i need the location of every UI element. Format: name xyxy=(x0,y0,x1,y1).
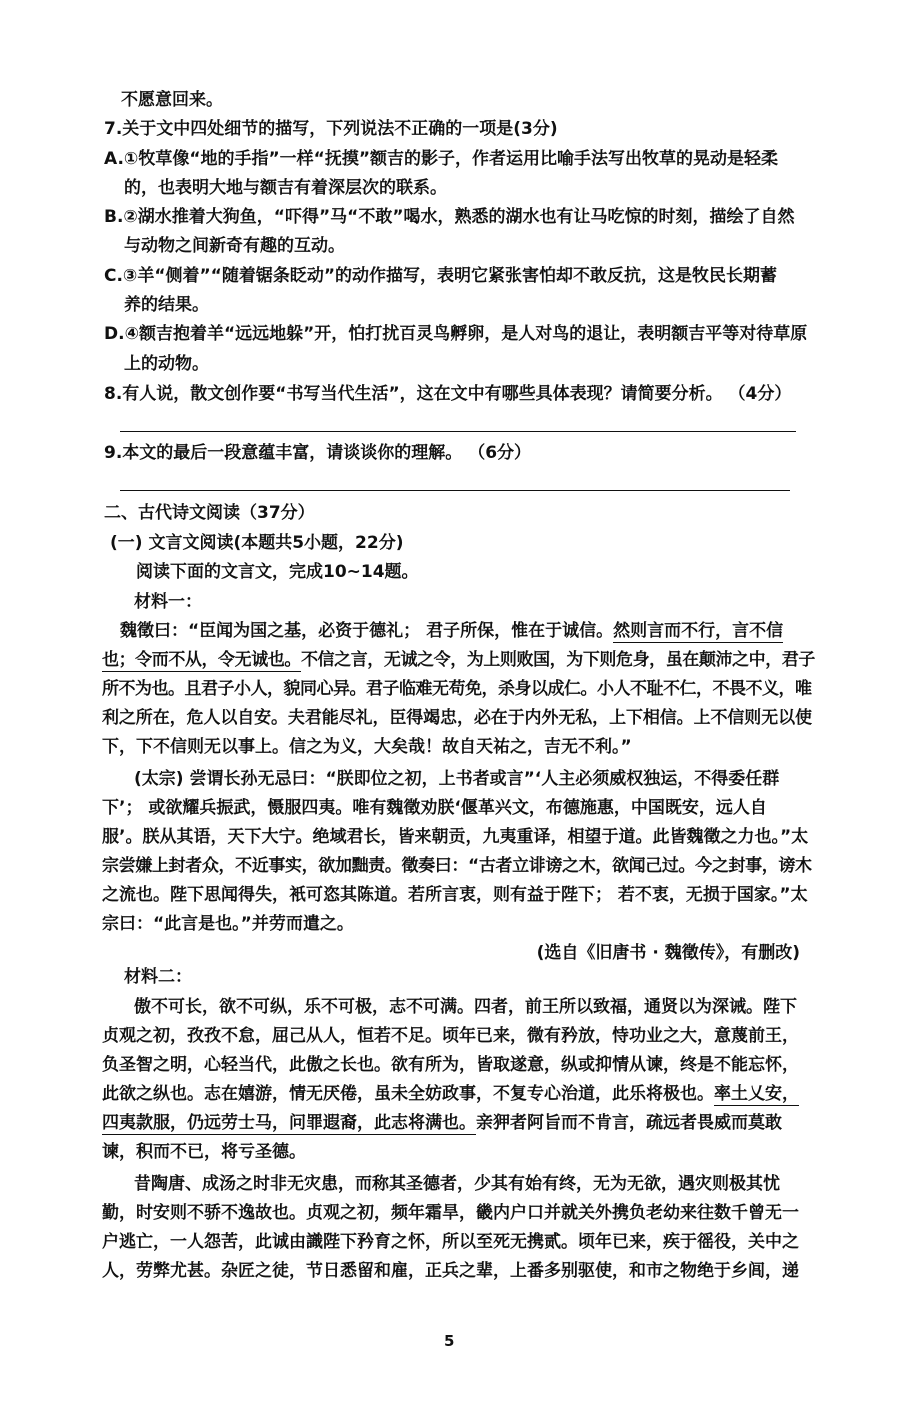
m1-p2-line4: 宗尝嫌上封者众，不近事实，欲加黜责。徵奏曰：“古者立诽谤之木，欲闻己过。今之封事，谤木 xyxy=(102,856,812,876)
q7-option-c-line1: C.③羊“侧着”“随着锯条眨动”的动作描写，表明它紧张害怕却不敢反抗，这是牧民长期蓄 xyxy=(104,266,778,286)
m1-line4: 利之所在，危人以自安。夫君能尽礼，臣得竭忠，必在于内外无私，上下相信。上不信则无以使 xyxy=(102,708,812,728)
m1-underlined-sentence-part2: 也；令而不从，令无诚也。 xyxy=(102,650,301,670)
m1-line5: 下，下不信则无以事上。信之为义，大矣哉！故自天祐之，吉无不利。” xyxy=(102,737,632,757)
q7-stem: 7.关于文中四处细节的描写，下列说法不正确的一项是(3分) xyxy=(104,119,558,139)
q7-option-b-line2: 与动物之间新奇有趣的互动。 xyxy=(124,236,345,256)
m2-line4-text: 此欲之纵也。志在嬉游，情无厌倦，虽未全妨政事，不复专心治道，此乐将极也。 xyxy=(102,1084,714,1104)
q7-option-a-line1: A.①牧草像“地的手指”一样“抚摸”额吉的影子，作者运用比喻手法写出牧草的晃动是轻柔 xyxy=(104,149,779,169)
q9-question: 9.本文的最后一段意蕴丰富，请谈谈你的理解。 （6分） xyxy=(104,443,532,463)
m2-line1: 傲不可长，欲不可纵，乐不可极，志不可满。四者，前王所以致福，通贤以为深诫。陛下 xyxy=(134,997,797,1017)
m2-line6: 谏，积而不已，将亏圣德。 xyxy=(102,1142,306,1162)
section2-instruction: 阅读下面的文言文，完成10~14题。 xyxy=(136,562,419,582)
m1-line2 xyxy=(102,649,815,671)
q7-option-d-line1: D.④额吉抱着羊“远远地躲”开，怕打扰百灵鸟孵卵，是人对鸟的退让，表明额吉平等对待草原 xyxy=(104,324,808,344)
m1-p2-line1: (太宗) 尝谓长孙无忌曰：“朕即位之初，上书者或言”‘人主必须威权独运，不得委任群 xyxy=(134,769,780,789)
m2-line5-text: 亲狎者阿旨而不肯言，疏远者畏威而莫敢 xyxy=(476,1113,782,1133)
material2-title: 材料二： xyxy=(124,967,192,987)
m2-line4 xyxy=(102,1083,799,1105)
q7-option-b-line1: B.②湖水推着大狗鱼，“吓得”马“不敢”喝水，熟悉的湖水也有让马吃惊的时刻，描绘了自然 xyxy=(104,207,795,227)
m1-p2-line3: 服’。朕从其语，天下大宁。绝域君长，皆来朝贡，九夷重译，相望于道。此皆魏徵之力也。”太 xyxy=(102,827,809,847)
material1-title: 材料一： xyxy=(134,592,202,612)
q8-answer-line[interactable] xyxy=(120,431,796,432)
m1-line1 xyxy=(120,620,783,642)
q8-question: 8.有人说，散文创作要“书写当代生活”，这在文中有哪些具体表现？请简要分析。 （4分） xyxy=(104,384,792,404)
m2-p2-line1: 昔陶唐、成汤之时非无灾患，而称其圣德者，少其有始有终，无为无欲，遇灾则极其忧 xyxy=(134,1174,780,1194)
page-number: 5 xyxy=(444,1332,455,1350)
m1-p2-line6: 宗曰：“此言是也。”并劳而遣之。 xyxy=(102,914,354,934)
q7-option-a-line2: 的，也表明大地与额吉有着深层次的联系。 xyxy=(124,178,447,198)
m1-underlined-sentence-part1: 然则言而不行，言不信 xyxy=(613,621,784,641)
m2-p2-line4: 人，劳弊尤甚。杂匠之徒，节日悉留和雇，正兵之辈，上番多别驱使，和市之物绝于乡闾，递 xyxy=(102,1261,799,1281)
m2-underlined-sentence-part1: 率土乂安， xyxy=(714,1084,799,1104)
section2-subtitle: (一) 文言文阅读(本题共5小题，22分) xyxy=(110,533,404,553)
q6-answer-tail: 不愿意回来。 xyxy=(121,90,223,110)
m1-p2-line5: 之流也。陛下思闻得失，衹可恣其陈道。若所言衷，则有益于陛下； 若不衷，无损于国家。”太 xyxy=(102,885,808,905)
q9-answer-line[interactable] xyxy=(120,490,790,491)
m2-p2-line3: 户逃亡，一人怨苦，此诚由識陛下矜育之怀，所以至死无携贰。顷年已来，疾于徭役，关中之 xyxy=(102,1232,799,1252)
q7-option-d-line2: 上的动物。 xyxy=(124,354,209,374)
m2-p2-line2: 勤，时安则不骄不逸故也。贞观之初，频年霜旱，畿内户口并就关外携负老幼来往数千曾无一 xyxy=(102,1203,799,1223)
m1-p2-line2: 下’； 或欲耀兵振武，慑服四夷。唯有魏徵劝朕‘偃革兴文，布德施惠，中国既安，远人自 xyxy=(102,798,767,818)
material1-source: (选自《旧唐书 · 魏徵传》，有删改) xyxy=(536,943,800,963)
q7-option-c-line2: 养的结果。 xyxy=(124,295,209,315)
m1-line1-text: 魏徵曰：“臣闻为国之基，必资于德礼； 君子所保，惟在于诚信。 xyxy=(120,621,614,641)
m2-underlined-sentence-part2: 四夷款服，仍远劳士马，问罪遐裔，此志将满也。 xyxy=(102,1113,476,1133)
m2-line5 xyxy=(102,1112,782,1134)
m1-line2-text: 不信之言，无诚之令，为上则败国，为下则危身，虽在颠沛之中，君子 xyxy=(300,650,815,670)
m2-line3: 负圣智之明，心轻当代，此傲之长也。欲有所为，皆取遂意，纵或抑情从谏，终是不能忘怀， xyxy=(102,1055,799,1075)
section2-title: 二、古代诗文阅读（37分） xyxy=(104,503,315,523)
m2-line2: 贞观之初，孜孜不怠，屈己从人，恒若不足。顷年已来，微有矜放，恃功业之大，意蔑前王， xyxy=(102,1026,799,1046)
m1-line3: 所不为也。且君子小人，貌同心异。君子临难无苟免，杀身以成仁。小人不耻不仁，不畏不义，唯 xyxy=(102,679,812,699)
